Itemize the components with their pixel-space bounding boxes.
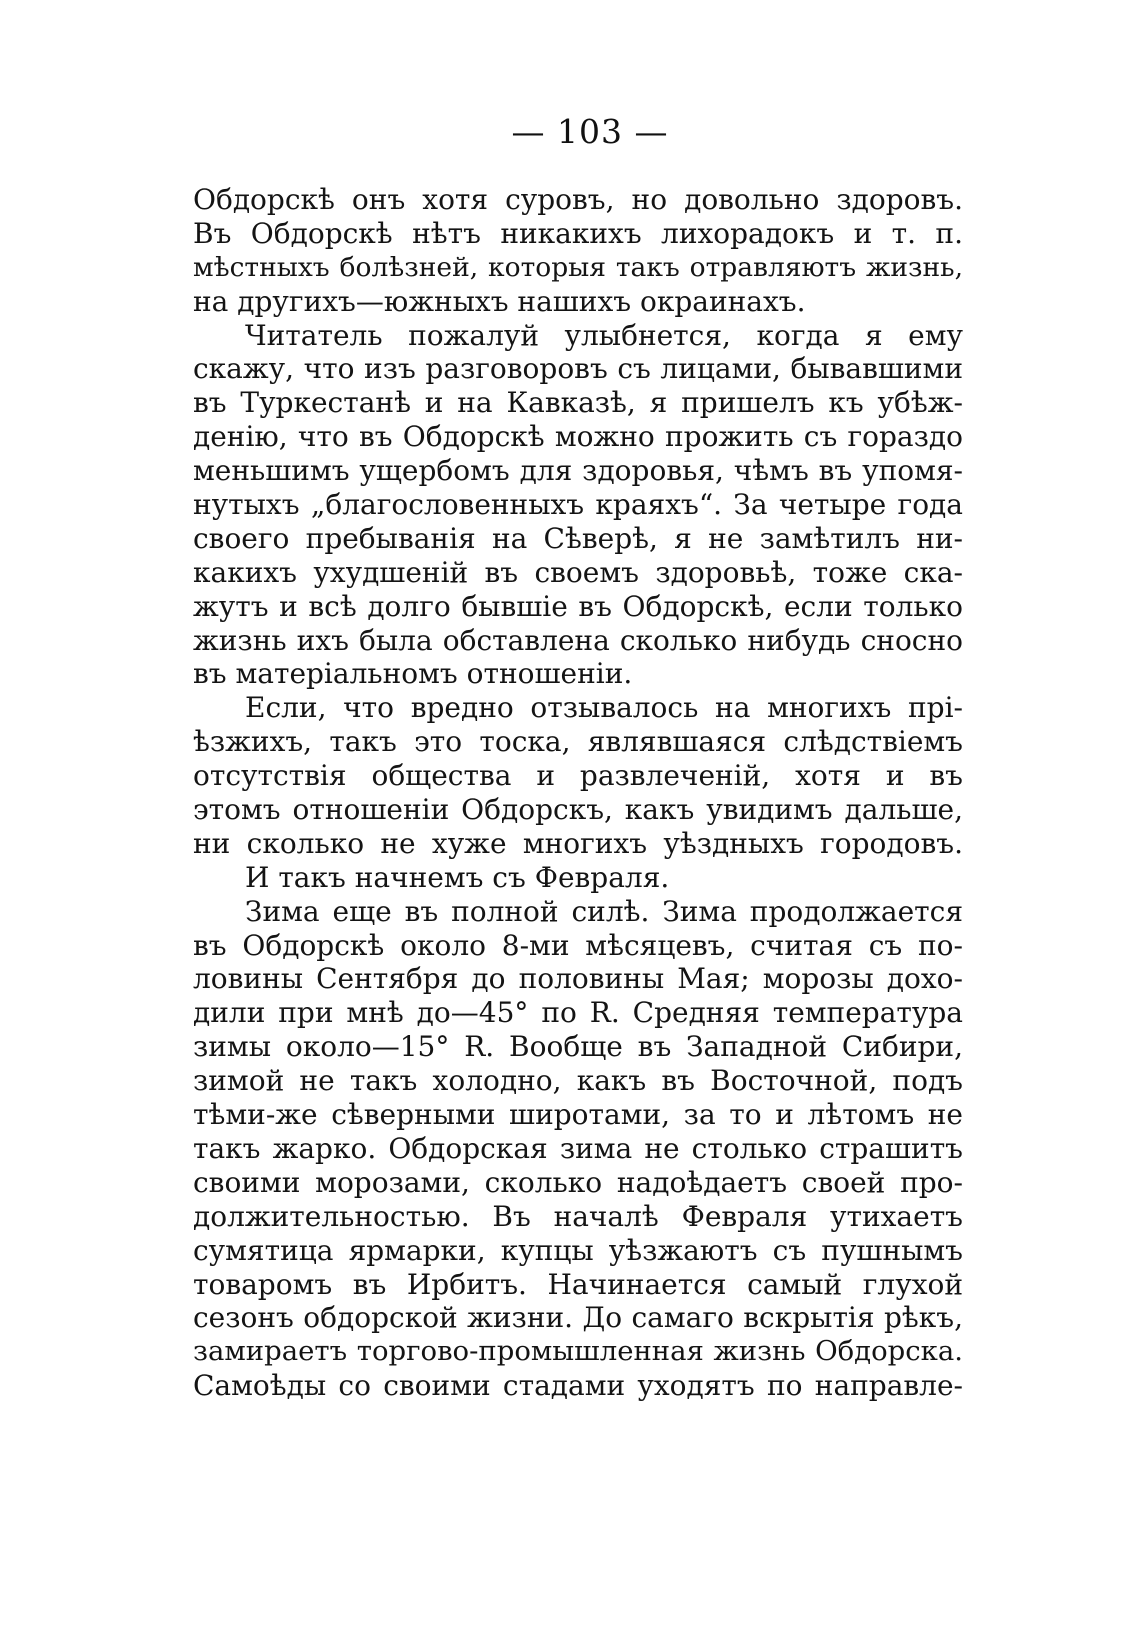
text-line: И такъ начнемъ съ Февраля. — [245, 860, 670, 894]
text-line: Если, что вредно отзывалось на многихъ прі- — [245, 691, 963, 725]
text-line: Самоѣды со своими стадами уходятъ по направле- — [193, 1369, 963, 1403]
text-line: сезонъ обдорской жизни. До самаго вскрытія рѣкъ, — [193, 1301, 963, 1335]
text-line: меньшимъ ущербомъ для здоровья, чѣмъ въ упомя- — [193, 454, 963, 488]
text-line: Обдорскѣ онъ хотя суровъ, но довольно здоровъ. — [193, 183, 963, 216]
text-line: Въ Обдорскѣ нѣтъ никакихъ лихорадокъ и т. п. — [193, 216, 963, 250]
text-line: отсутствія общества и развлеченій, хотя и въ — [193, 759, 963, 793]
text-line: ѣзжихъ, такъ это тоска, являвшаяся слѣдствіемъ — [193, 725, 963, 759]
page-number: — 103 — — [511, 112, 669, 151]
text-line: товаромъ въ Ирбитъ. Начинается самый глухой — [193, 1267, 963, 1301]
body-text — [193, 183, 963, 1403]
text-line: жутъ и всѣ долго бывшіе въ Обдорскѣ, если только — [193, 589, 963, 623]
text-line: въ Обдорскѣ около 8-ми мѣсяцевъ, считая съ по- — [193, 928, 963, 962]
text-line: мѣстныхъ болѣзней, которыя такъ отравляютъ жизнь, — [193, 251, 963, 283]
text-line: денію, что въ Обдорскѣ можно прожить съ гораздо — [193, 420, 963, 454]
text-line: должительностью. Въ началѣ Февраля утихаетъ — [193, 1199, 963, 1233]
text-line: сумятица ярмарки, купцы уѣзжаютъ съ пушнымъ — [193, 1233, 963, 1267]
text-line: нутыхъ „благословенныхъ краяхъ“. За четыре года — [193, 488, 963, 522]
text-line: какихъ ухудшеній въ своемъ здоровьѣ, тоже ска- — [193, 555, 963, 589]
text-line: на другихъ—южныхъ нашихъ окраинахъ. — [193, 284, 806, 318]
text-line: своего пребыванія на Сѣверѣ, я не замѣтилъ ни- — [193, 521, 963, 555]
text-line: тѣми-же сѣверными широтами, за то и лѣтомъ не — [193, 1098, 963, 1132]
text-line: замираетъ торгово-промышленная жизнь Обдорска. — [193, 1335, 963, 1368]
text-line: этомъ отношеніи Обдорскъ, какъ увидимъ дальше, — [193, 793, 963, 827]
text-line: такъ жарко. Обдорская зима не столько страшитъ — [193, 1131, 963, 1165]
text-line: дили при мнѣ до—45° по R. Средняя температура — [193, 996, 963, 1030]
text-line: Зима еще въ полной силѣ. Зима продолжается — [245, 894, 963, 928]
text-line: въ матеріальномъ отношеніи. — [193, 657, 633, 691]
text-line: своими морозами, сколько надоѣдаетъ своей про- — [193, 1165, 963, 1199]
text-line: ни сколько не хуже многихъ уѣздныхъ городовъ. — [193, 826, 963, 860]
text-line: зимой не такъ холодно, какъ въ Восточной, подъ — [193, 1064, 963, 1098]
text-line: Читатель пожалуй улыбнется, когда я ему — [245, 318, 963, 352]
text-line: жизнь ихъ была обставлена сколько нибудь сносно — [193, 623, 963, 657]
text-line: скажу, что изъ разговоровъ съ лицами, бывавшими — [193, 352, 963, 386]
text-line: ловины Сентября до половины Мая; морозы дохо- — [193, 962, 963, 996]
text-line: зимы около—15° R. Вообще въ Западной Сибири, — [193, 1030, 963, 1064]
text-line: въ Туркестанѣ и на Кавказѣ, я пришелъ къ убѣж- — [193, 386, 963, 420]
